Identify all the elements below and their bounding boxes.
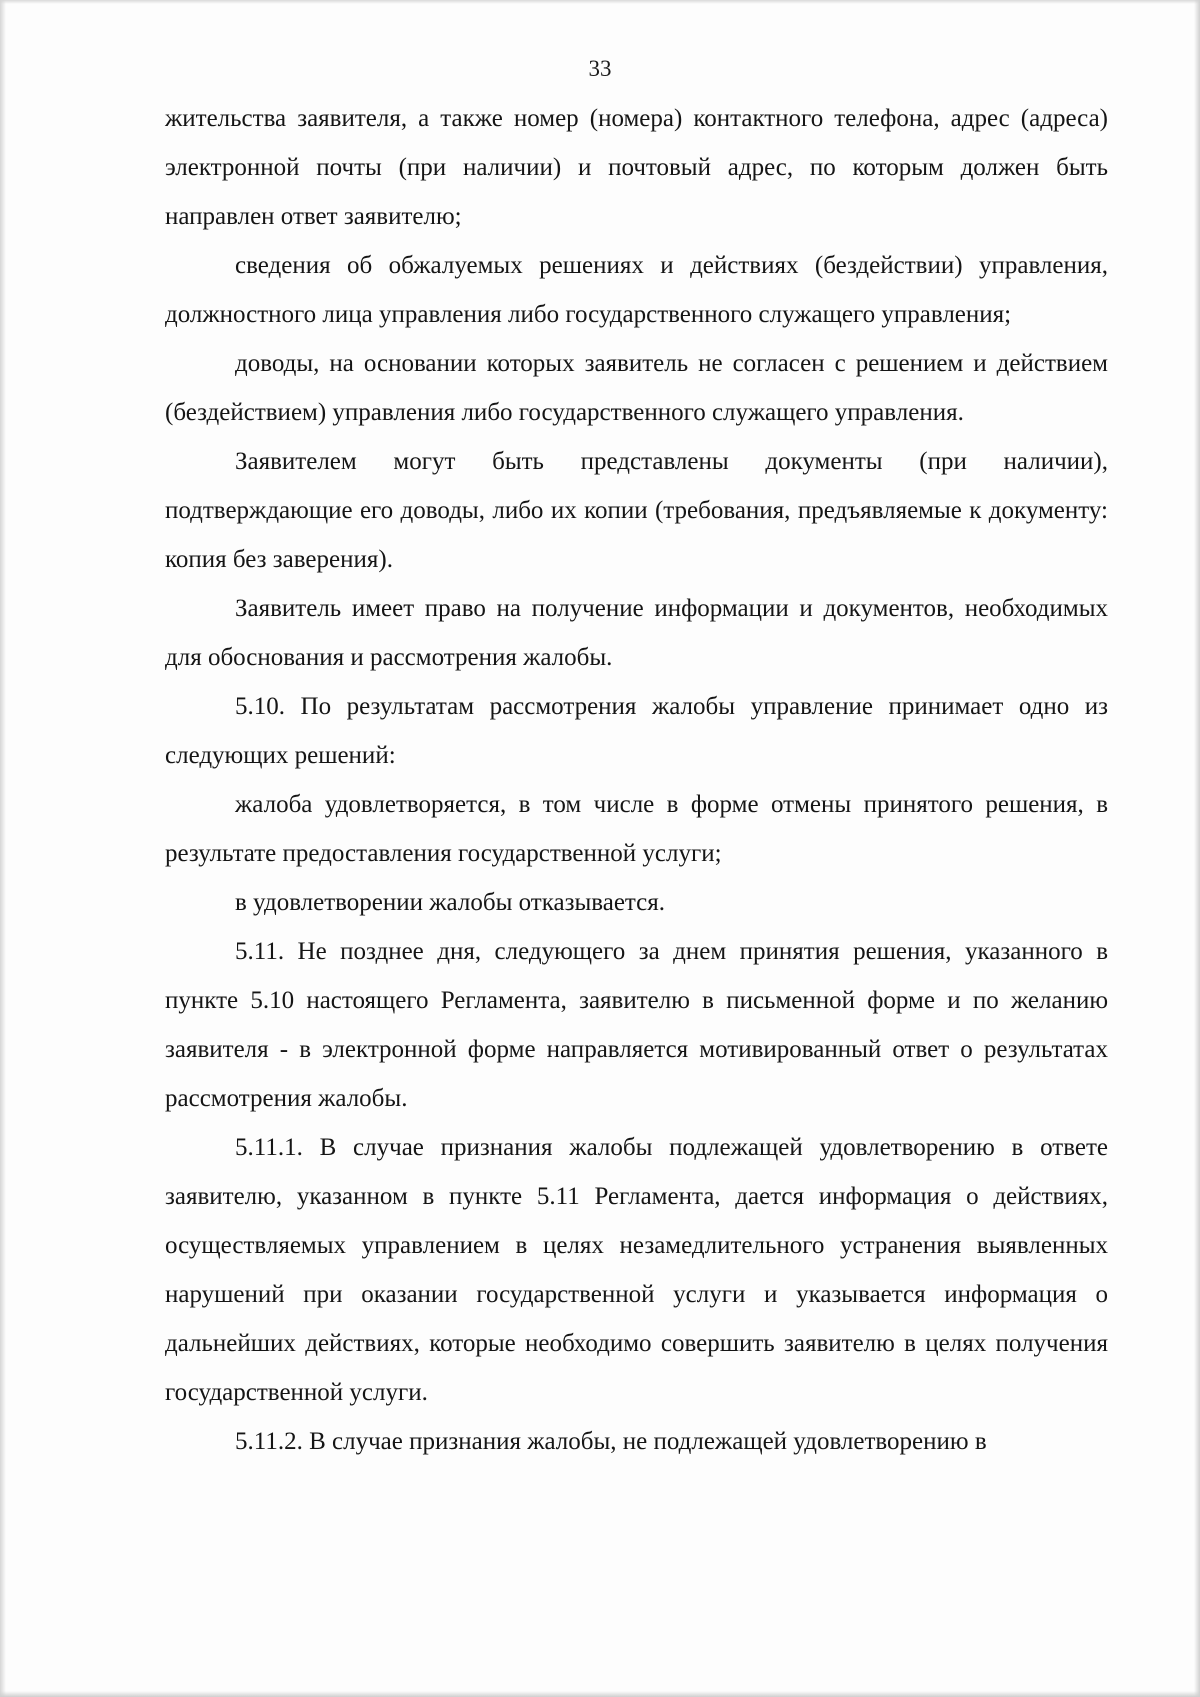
paragraph-arguments: доводы, на основании которых заявитель не согласен с решением и действием (бездействием) управления либо государственного служащего управления. — [165, 350, 1108, 426]
document-text-body — [165, 94, 1108, 1466]
scan-edge-left — [0, 0, 6, 1697]
paragraph-documents: Заявителем могут быть представлены документы (при наличии), подтверждающие его доводы, либо их копии (требования, предъявляемые к документу: копия без заверения). — [165, 448, 1108, 573]
scan-edge-right — [1194, 0, 1200, 1697]
paragraph-5-10: 5.10. По результатам рассмотрения жалобы управление принимает одно из следующих решений: — [165, 693, 1108, 769]
paragraph-5-11-1: 5.11.1. В случае признания жалобы подлежащей удовлетворению в ответе заявителю, указанном в пункте 5.11 Регламента, дается информация о действиях, осуществляемых управлением в целях незамедлительного устранения выявленных нарушений при оказании государственной услуги и указывается информация о дальнейших действиях, которые необходимо совершить заявителю в целях получения государственной услуги. — [165, 1134, 1108, 1406]
paragraph-complaint-satisfied: жалоба удовлетворяется, в том числе в форме отмены принятого решения, в результате предоставления государственной услуги; — [165, 791, 1108, 867]
paragraph-right-to-info: Заявитель имеет право на получение информации и документов, необходимых для обоснования и рассмотрения жалобы. — [165, 595, 1108, 671]
paragraph-5-11: 5.11. Не позднее дня, следующего за днем принятия решения, указанного в пункте 5.10 настоящего Регламента, заявителю в письменной форме и по желанию заявителя - в электронной форме направляется мотивированный ответ о результатах рассмотрения жалобы. — [165, 938, 1108, 1112]
page-number: 33 — [588, 56, 612, 81]
paragraph-continuation: жительства заявителя, а также номер (номера) контактного телефона, адрес (адреса) электронной почты (при наличии) и почтовый адрес, по которым должен быть направлен ответ заявителю; — [165, 105, 1108, 230]
paragraph-complaint-rejected: в удовлетворении жалобы отказывается. — [235, 889, 665, 916]
paragraph-appeal-details: сведения об обжалуемых решениях и действиях (бездействии) управления, должностного лица управления либо государственного служащего управления; — [165, 252, 1108, 328]
scan-edge-top — [0, 0, 1200, 4]
paragraph-5-11-2: 5.11.2. В случае признания жалобы, не подлежащей удовлетворению в — [235, 1428, 987, 1455]
scan-edge-bottom — [0, 1691, 1200, 1697]
